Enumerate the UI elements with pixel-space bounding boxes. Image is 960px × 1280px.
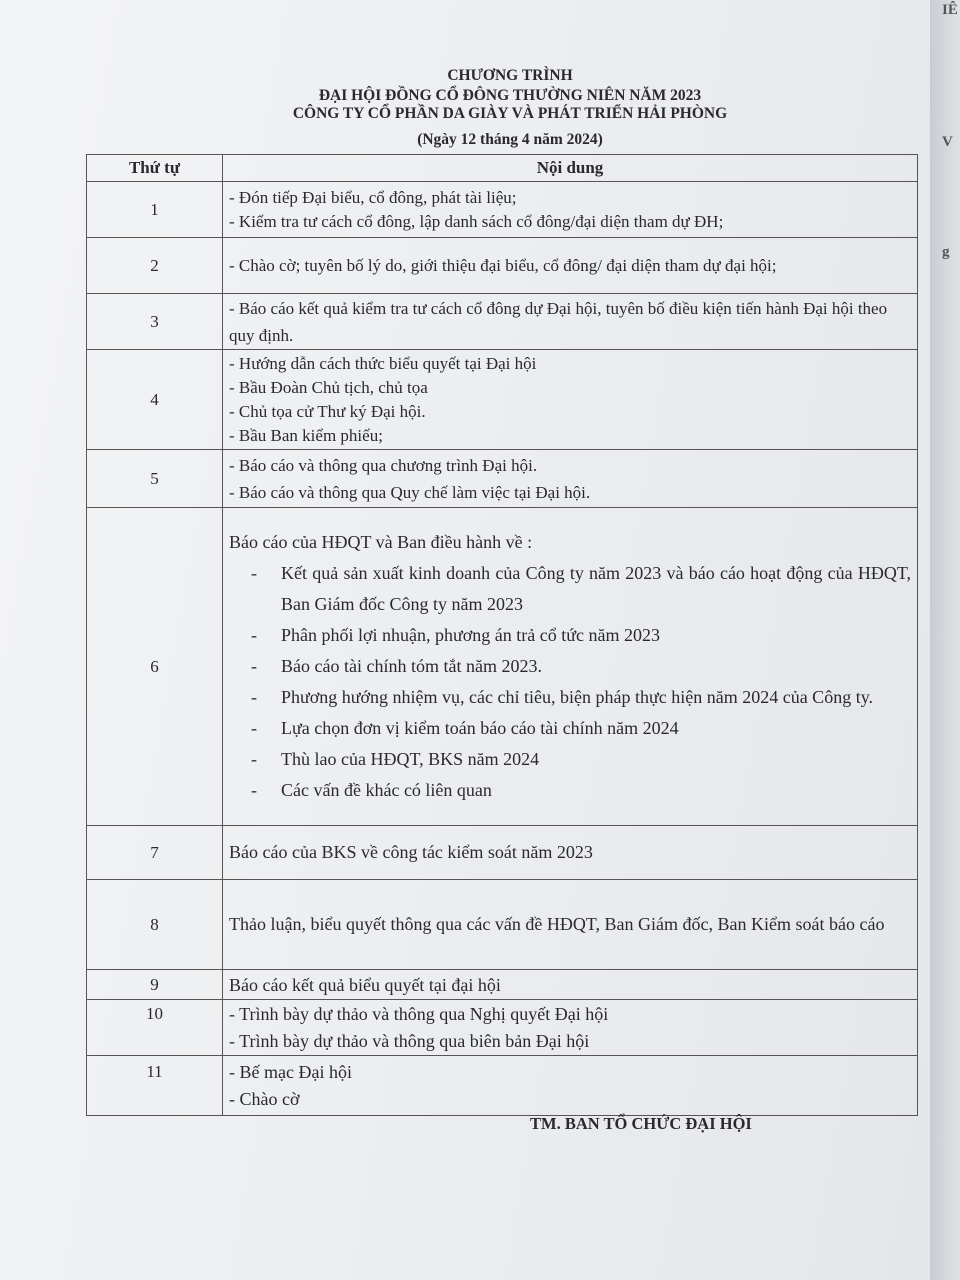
table-row [87, 826, 918, 880]
content-line: Báo cáo của BKS về công tác kiểm soát năm 2023 [229, 842, 593, 862]
list-item: - Lựa chọn đơn vị kiểm toán báo cáo tài chính năm 2024 [251, 718, 679, 738]
content-line: - Bầu Đoàn Chủ tịch, chủ tọa [229, 377, 428, 397]
list-item: - Phương hướng nhiệm vụ, các chỉ tiêu, biện pháp thực hiện năm 2024 của Công ty. [251, 687, 874, 707]
content-line: - Báo cáo và thông qua chương trình Đại hội. [229, 455, 538, 475]
row-content [223, 350, 918, 450]
row-content [223, 238, 918, 294]
list-item: - Kết quả sản xuất kinh doanh của Công ty năm 2023 và báo cáo hoạt động của HĐQT, Ban Giám đốc Công ty năm 2023 [251, 563, 911, 614]
row-number: 11 [87, 1056, 223, 1116]
table-header-row [87, 155, 918, 182]
row-content [223, 880, 918, 970]
content-line: - Chào cờ; tuyên bố lý do, giới thiệu đại biểu, cổ đông/ đại diện tham dự đại hội; [229, 256, 777, 275]
column-header-content: Nội dung [223, 155, 918, 182]
row-content [223, 970, 918, 1000]
edge-text-1: IÊ [942, 2, 958, 18]
row-number: 5 [87, 450, 223, 508]
table-row [87, 294, 918, 350]
row-number: 4 [87, 350, 223, 450]
content-line: - Kiểm tra tư cách cổ đông, lập danh sách cổ đông/đại diện tham dự ĐH; [229, 211, 724, 231]
row-number: 3 [87, 294, 223, 350]
content-line: - Hướng dẫn cách thức biểu quyết tại Đại hội [229, 353, 537, 373]
content-line: - Trình bày dự thảo và thông qua Nghị quyết Đại hội [229, 1003, 609, 1024]
table-row [87, 1056, 918, 1116]
row-content [223, 1056, 918, 1116]
row-number: 10 [87, 1000, 223, 1056]
content-line: Thảo luận, biểu quyết thông qua các vấn đề HĐQT, Ban Giám đốc, Ban Kiểm soát báo cáo [229, 914, 885, 934]
meeting-title: ĐẠI HỘI ĐỒNG CỔ ĐÔNG THƯỜNG NIÊN NĂM 2023 [318, 87, 702, 104]
row-number: 9 [87, 970, 223, 1000]
row-number: 1 [87, 182, 223, 238]
edge-text-3: g [942, 244, 950, 260]
row-content [223, 294, 918, 350]
content-line: - Chào cờ [229, 1088, 300, 1109]
row-number: 2 [87, 238, 223, 294]
table-row [87, 970, 918, 1000]
list-item: - Các vấn đề khác có liên quan [251, 780, 492, 800]
row-content [223, 450, 918, 508]
row-number: 8 [87, 880, 223, 970]
table-row [87, 182, 918, 238]
row-number: 7 [87, 826, 223, 880]
content-line: - Bầu Ban kiểm phiếu; [229, 425, 383, 445]
column-header-order: Thứ tự [87, 155, 223, 182]
row-content [223, 826, 918, 880]
company-name: CÔNG TY CỔ PHẦN DA GIÀY VÀ PHÁT TRIỂN HẢI PHÒNG [292, 105, 728, 122]
content-intro: Báo cáo của HĐQT và Ban điều hành về : [229, 532, 533, 552]
content-line: Báo cáo kết quả biểu quyết tại đại hội [229, 974, 501, 995]
content-line: - Chủ tọa cử Thư ký Đại hội. [229, 401, 426, 421]
table-row [87, 1000, 918, 1056]
edge-text-2: V [942, 134, 953, 150]
content-line: - Báo cáo và thông qua Quy chế làm việc tại Đại hội. [229, 482, 591, 502]
content-line: - Trình bày dự thảo và thông qua biên bản Đại hội [229, 1030, 590, 1051]
content-line: - Báo cáo kết quả kiểm tra tư cách cổ đông dự Đại hội, tuyên bố điều kiện tiến hành Đại hội theo quy định. [229, 298, 888, 345]
signature-title: TM. BAN TỔ CHỨC ĐẠI HỘI [530, 1114, 752, 1133]
list-item: - Thù lao của HĐQT, BKS năm 2024 [251, 749, 540, 769]
list-item: - Phân phối lợi nhuận, phương án trả cổ tức năm 2023 [251, 625, 660, 645]
table-row [87, 350, 918, 450]
table-row [87, 238, 918, 294]
row-content [223, 1000, 918, 1056]
content-line: - Bế mạc Đại hội [229, 1061, 352, 1082]
program-title: CHƯƠNG TRÌNH [447, 67, 573, 84]
row-number: 6 [87, 508, 223, 826]
table-row [87, 880, 918, 970]
row-content [223, 182, 918, 238]
list-item: - Báo cáo tài chính tóm tắt năm 2023. [251, 656, 542, 676]
table-row [87, 450, 918, 508]
meeting-date: (Ngày 12 tháng 4 năm 2024) [417, 131, 603, 148]
agenda-table [86, 154, 918, 1116]
table-row [87, 508, 918, 826]
row-content [223, 508, 918, 826]
content-line: - Đón tiếp Đại biểu, cổ đông, phát tài liệu; [229, 187, 517, 207]
adjacent-page-edge [930, 0, 960, 1280]
